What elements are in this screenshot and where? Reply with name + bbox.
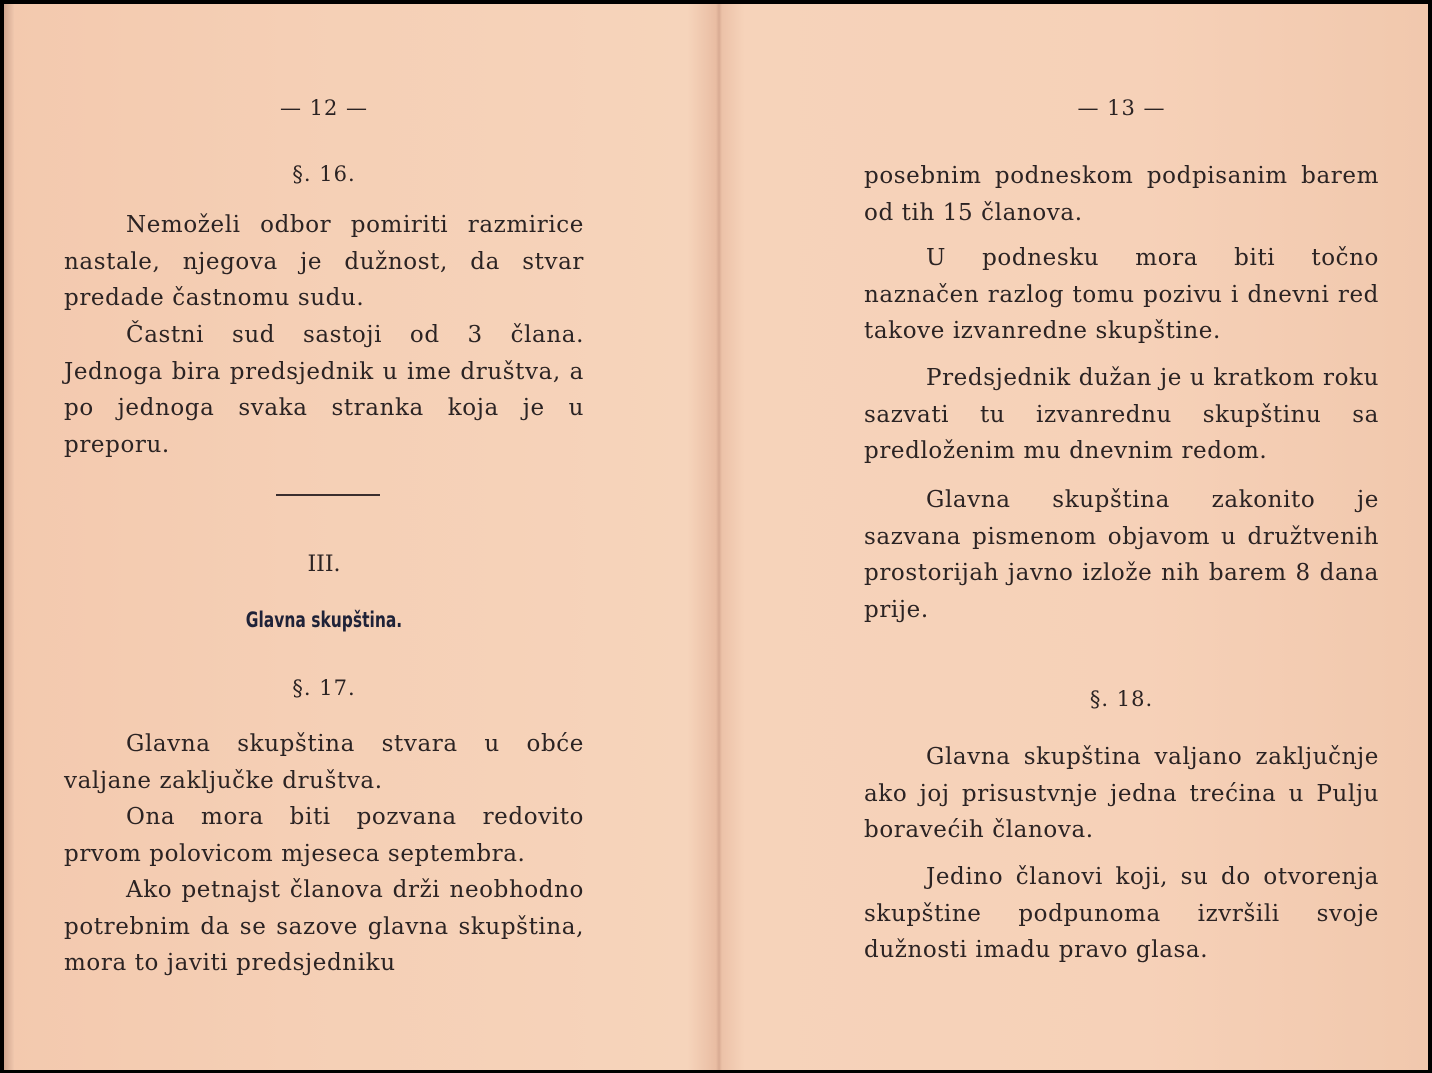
section-heading-17: §. 17. xyxy=(292,676,356,700)
chapter-title: Glavna skupština. xyxy=(245,608,403,632)
page-number: — 12 — xyxy=(279,96,369,120)
paragraph: Glavna skupština zakonito je sazvana pismenom objavom u družtvenih prostorijah javno izlože nih barem 8 dana prije. xyxy=(864,487,1379,623)
left-page xyxy=(64,4,584,1070)
section-heading-16: §. 16. xyxy=(292,162,356,186)
paragraph: Jedino članovi koji, su do otvorenja skupštine podpunoma izvršili svoje dužnosti imadu pravo glasa. xyxy=(864,864,1379,963)
paragraph: Predsjednik dužan je u kratkom roku sazvati tu izvanrednu skupštinu sa predloženim mu dnevnim redom. xyxy=(864,365,1379,464)
chapter-numeral: III. xyxy=(307,552,341,577)
paragraph: Ona mora biti pozvana redovito prvom polovicom mjeseca septembra. xyxy=(64,804,584,867)
book-gutter xyxy=(716,4,722,1070)
paragraph: U podnesku mora biti točno naznačen razlog tomu pozivu i dnevni red takove izvanredne skupštine. xyxy=(864,245,1379,344)
paragraph-continuation: posebnim podneskom podpisanim barem od tih 15 članova. xyxy=(864,163,1379,226)
paragraph: Častni sud sastoji od 3 člana. Jednoga bira predsjednik u ime društva, a po jednoga svaka stranka koja je u preporu. xyxy=(64,322,584,458)
right-page xyxy=(864,4,1379,1070)
section-divider xyxy=(276,494,380,496)
section-heading-18: §. 18. xyxy=(1089,687,1154,711)
paragraph: Nemoželi odbor pomiriti razmirice nastale, njegova je dužnost, da stvar predade častnomu sudu. xyxy=(64,212,584,311)
page-edge xyxy=(4,4,14,1070)
page-number: — 13 — xyxy=(1077,96,1166,120)
paragraph: Ako petnajst članova drži neobhodno potrebnim da se sazove glavna skupština, mora to javiti predsjedniku xyxy=(64,877,584,976)
paragraph: Glavna skupština stvara u obće valjane zaključke društva. xyxy=(64,731,584,794)
book-spread xyxy=(4,4,1428,1070)
paragraph: Glavna skupština valjano zaključnje ako joj prisustvnje jedna trećina u Pulju boravećih članova. xyxy=(864,744,1379,843)
